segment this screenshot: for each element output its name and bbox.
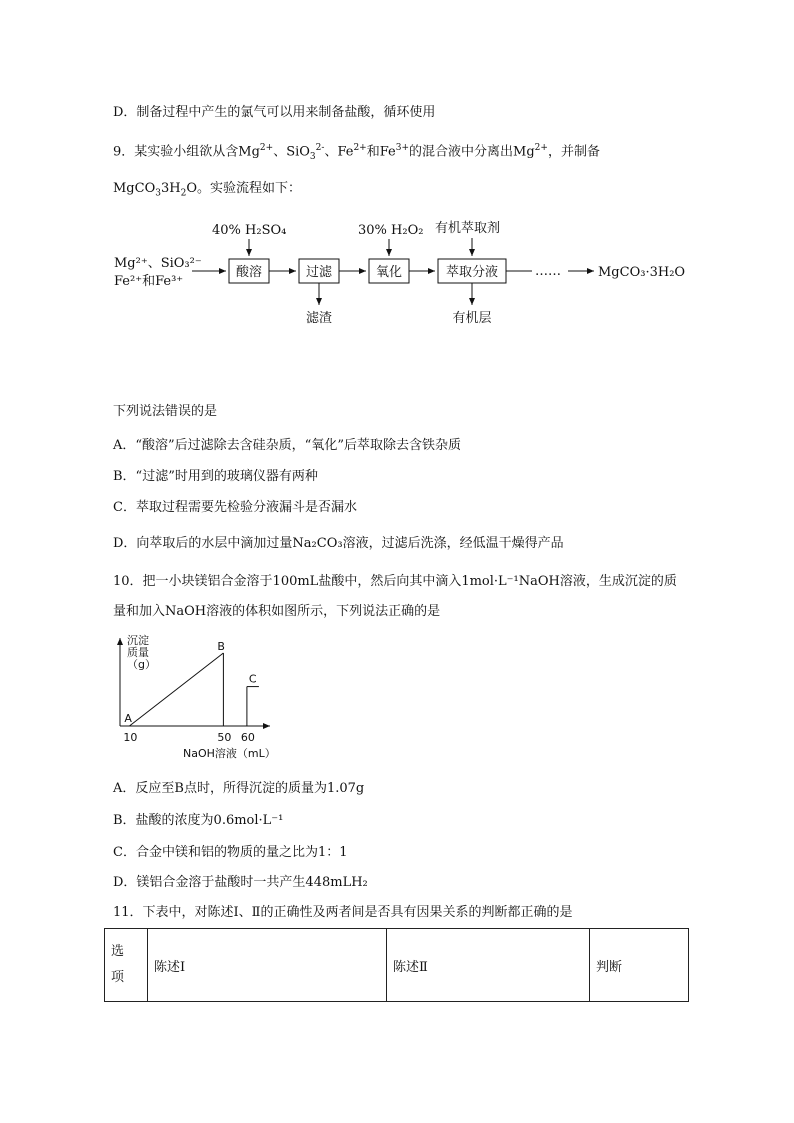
flow-output: MgCO₃·3H₂O <box>598 265 686 280</box>
q11-stem: 11．下表中，对陈述Ⅰ、Ⅱ的正确性及两者间是否具有因果关系的判断都正确的是 <box>113 905 573 920</box>
flow-step1-label: 酸溶 <box>235 265 263 280</box>
flow-step4-label: 萃取分液 <box>445 265 499 280</box>
q9-option-d: D．向萃取后的水层中滴加过量Na₂CO₃溶液，过滤后洗涤，经低温干燥得产品 <box>113 536 564 551</box>
header-text: 选 <box>111 944 125 959</box>
q9-product-part: 3H <box>160 181 181 196</box>
chart-x-tick-60: 60 <box>240 731 255 744</box>
chart-ylabel-line2: 质量 <box>127 646 149 659</box>
q9-stem-part: 、Fe <box>324 144 354 160</box>
chart-x-tick-10: 10 <box>123 731 138 744</box>
chart-point-label-a: A <box>124 712 132 725</box>
table-header-judgement: 判断 <box>590 929 689 1002</box>
q9-stem-part: 、SiO <box>273 144 310 160</box>
flow-dots: …… <box>535 264 561 279</box>
flow-step2-label: 过滤 <box>305 265 333 280</box>
q10-option-b: B．盐酸的浓度为0.6mol·L⁻¹ <box>113 813 284 828</box>
chart-x-tick-50: 50 <box>217 731 232 744</box>
q9-option-a: A．“酸溶”后过滤除去含硅杂质，“氧化”后萃取除去含铁杂质 <box>113 438 461 453</box>
q9-stem-part: 和Fe <box>366 144 396 160</box>
flow-input-line1: Mg²⁺、SiO₃²⁻ <box>114 256 202 271</box>
q11-table <box>104 928 689 1002</box>
flow-reagent2: 30% H₂O₂ <box>358 223 424 238</box>
q10-option-a: A．反应至B点时，所得沉淀的质量为1.07g <box>113 781 365 796</box>
q9-product-part: MgCO <box>113 181 156 196</box>
q9-option-c: C．萃取过程需要先检验分液漏斗是否漏水 <box>113 500 357 515</box>
table-row <box>105 929 689 1002</box>
q9-stem-part: ，并制备 <box>547 144 600 160</box>
q9-sup: 2+ <box>534 143 548 153</box>
q9-prompt: 下列说法错误的是 <box>113 404 218 419</box>
chart-ylabel-line1: 沉淀 <box>127 634 149 647</box>
q10-option-d: D．镁铝合金溶于盐酸时一共产生448mLH₂ <box>113 875 368 890</box>
q9-sup: 3+ <box>395 143 410 153</box>
flow-reagent1: 40% H₂SO₄ <box>212 223 287 238</box>
q9-stem-part: 的混合液中分离出Mg <box>409 144 535 160</box>
chart-ylabel-line3: （g） <box>127 658 156 671</box>
table-header-statement2: 陈述Ⅱ <box>387 929 590 1002</box>
q9-sub: 3 <box>309 151 316 162</box>
chart-point-label-c: C <box>248 672 257 686</box>
q9-sup: 2- <box>315 143 325 153</box>
flow-step3-label: 氧化 <box>375 265 403 280</box>
flow-reagent3: 有机萃取剂 <box>435 221 501 236</box>
q9-product-sub: 2 <box>180 188 187 199</box>
flow-byproduct2: 有机层 <box>452 311 492 326</box>
q9-stem-part: 9．某实验小组欲从含Mg <box>113 144 260 160</box>
q9-sup: 2+ <box>353 143 367 153</box>
header-text: 项 <box>111 970 125 985</box>
q10-option-c: C．合金中镁和铝的物质的量之比为1：1 <box>113 845 348 860</box>
flow-input-line2: Fe²⁺和Fe³⁺ <box>114 274 184 289</box>
flow-byproduct1: 滤渣 <box>305 311 333 326</box>
q9-option-b: B．“过滤”时用到的玻璃仪器有两种 <box>113 469 318 484</box>
q8-option-d: D．制备过程中产生的氯气可以用来制备盐酸，循环使用 <box>113 105 436 120</box>
q9-sup: 2+ <box>259 143 274 153</box>
table-header-statement1: 陈述Ⅰ <box>148 929 387 1002</box>
table-header-option <box>105 929 148 1002</box>
q9-product-part: O。实验流程如下： <box>186 181 301 196</box>
chart-point-label-b: B <box>217 640 225 653</box>
q10-stem-line1: 10．把一小块镁铝合金溶于100mL盐酸中，然后向其中滴入1mol·L⁻¹NaOH溶液，生成沉淀的质 <box>113 574 677 589</box>
chart-xlabel: NaOH溶液（mL） <box>183 747 276 760</box>
q9-product-sub: 3 <box>155 188 161 199</box>
q10-stem-line2: 量和加入NaOH溶液的体积如图所示，下列说法正确的是 <box>113 604 441 619</box>
